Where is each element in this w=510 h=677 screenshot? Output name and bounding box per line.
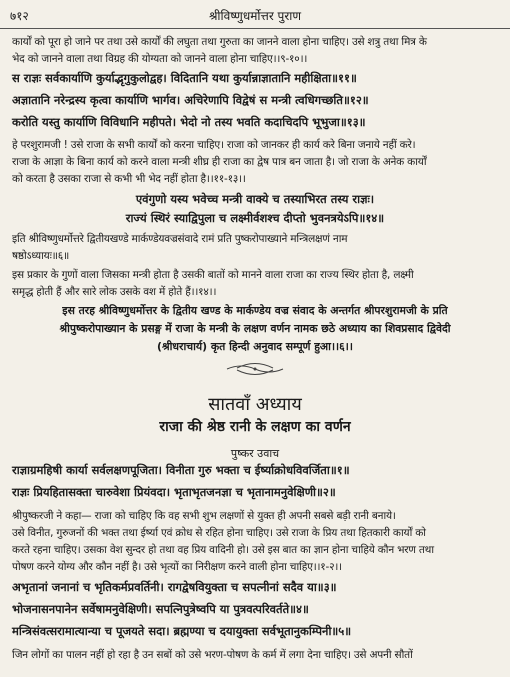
sanskrit-verse: राज्ञः प्रियहितासक्ता चारुवेशा प्रियंवदा। भृताभृतजनज्ञा च भृतानामनुवेक्षिणी॥२॥ [12, 485, 336, 499]
colophon-line: इति श्रीविष्णुधर्मोत्तरे द्वितीयखण्डे मार्कण्डेयवज्रसंवादे रामं प्रति पुष्करोपाख्याने मन्त्रिलक्षणं नाम [12, 233, 348, 245]
sanskrit-verse: राज्ञाग्रमहिषी कार्या सर्वलक्षणपूजिता। विनीता गुरु भक्ता च ईर्ष्याक्रोधविवर्जिता॥१॥ [12, 463, 350, 477]
chapter-title: सातवाँ अध्याय [208, 394, 302, 415]
text-line: श्रीपुष्करजी ने कहा— राजा को चाहिए कि वह सभी शुभ लक्षणों से युक्त ही अपनी सबसे बड़ी रानी बनाये। [12, 510, 396, 522]
colophon-line: षष्ठोऽध्यायः॥६॥ [12, 250, 70, 262]
text-line: जिन लोगों का पालन नहीं हो रहा है उन सबों को उसे भरण-पोषण के कर्म में लगा देना चाहिए। उसे अपनी सौतों [12, 649, 413, 661]
text-line: पोषण करने योग्य और कौन नहीं है। उसे भृत्यों का निरीक्षण करने वाली होना चाहिए।।१-२।। [12, 561, 342, 573]
sanskrit-verse: मन्त्रिसंवत्सरामात्यान्या च पूजयते सदा। ब्रह्मण्या च दयायुक्ता सर्वभूतानुकम्पिनी॥५॥ [12, 624, 352, 638]
sanskrit-verse: भोजनासनपानेन सर्वेषामनुवेक्षिणी। सपत्निपुत्रेष्वपि या पुत्रवत्परिवर्तते॥४॥ [12, 602, 309, 616]
divider-ornament-icon [225, 360, 285, 376]
sanskrit-verse: करोति यस्तु कार्याणि विविधानि महीपते। भेदो नो तस्य भवति कदाचिदपि भूभुजा॥१३॥ [12, 115, 366, 129]
chapter-subtitle: राजा की श्रेष्ठ रानी के लक्षण का वर्णन [159, 419, 351, 435]
sanskrit-verse: राज्यं स्थिरं स्याद्विपुला च लक्ष्मीर्वशश्च दीप्तो भुवनत्रयेऽपि॥१४॥ [125, 211, 385, 225]
text-line: कार्यों को पूरा हो जाने पर तथा उसे कार्यों की लघुता तथा गुरुता का जानने वाला होना चाहिए। उसे शत्रु तथा मित्र के [12, 36, 427, 48]
text-line: हे परशुरामजी ! उसे राजा के सभी कार्यों को करना चाहिए। राजा को जानकर ही कार्य करे बिना जनाये नहीं करे। [12, 139, 416, 151]
text-line: राजा के आज्ञा के बिना कार्य को करने वाला मन्त्री शीघ्र ही राजा का द्वेष पात्र बन जाता है। जो राजा के अनेक कार्यों [12, 156, 427, 168]
sanskrit-verse: अज्ञातानि नरेन्द्रस्य कृत्वा कार्याणि भार्गव। अचिरेणापि विद्वेषं स मन्त्री त्वधिगच्छति॥१२॥ [12, 93, 369, 107]
chapter-end-note: श्रीपुष्करोपाख्यान के प्रसङ्ग में राजा के मन्त्री के लक्षण वर्णन नामक छठे अध्याय का शिवप्रसाद द्विवेदी [59, 322, 451, 335]
running-title: श्रीविष्णुधर्मोत्तर पुराण [208, 9, 302, 23]
chapter-end-note: (श्रीधराचार्य) कृत हिन्दी अनुवाद सम्पूर्ण हुआ।।६।। [157, 340, 353, 353]
sanskrit-verse: स राज्ञः सर्वकार्याणि कुर्याद्भृगुकुलोद्वह। विदितानि यथा कुर्यान्नाज्ञातानि महीक्षिता॥११॥ [12, 71, 357, 85]
text-line: उसे विनीत, गुरुजनों की भक्त तथा ईर्ष्या एवं क्रोध से रहित होना चाहिए। उसे राजा के प्रिय तथा हितकारी कार्यों को [12, 527, 426, 539]
page-number: ७१२ [10, 9, 29, 23]
text-line: समृद्ध होती हैं और सारे लोक उसके वश में होते हैं।।१४।। [12, 286, 217, 298]
text-line: करते रहना चाहिए। उसका वेश सुन्दर हो तथा वह प्रिय वादिनी हो। उसे इस बात का ज्ञान होना चाहिये कौन भरण तथा [12, 544, 434, 556]
speaker-heading: पुष्कर उवाच [230, 447, 280, 460]
sanskrit-verse: अभृतानां जनानां च भृतिकर्मप्रवर्तिनी। रागद्वेषवियुक्ता च सपत्नीनां सदैव या॥३॥ [12, 580, 337, 594]
chapter-end-note: इस तरह श्रीविष्णुधर्मोत्तर के द्वितीय खण्ड के मार्कण्डेय वज्र संवाद के अन्तर्गत श्रीपरशुरामजी के प्रति [62, 304, 448, 317]
text-line: इस प्रकार के गुणों वाला जिसका मन्त्री होता है उसकी बातों को मानने वाला राजा का राज्य स्थिर होता है, लक्ष्मी [12, 269, 414, 281]
text-line: को करता है उसका राजा से कभी भी भेद नहीं होता है।।११-१३।। [12, 173, 246, 185]
sanskrit-verse: एवंगुणो यस्य भवेच्च मन्त्री वाक्ये च तस्याभिरत तस्य राज्ञः। [135, 192, 375, 206]
page-header [0, 0, 510, 29]
text-line: भेद को जानने वाला तथा विग्रह की योग्यता को जानने वाला होना चाहिए।।९-१०।। [12, 53, 308, 65]
